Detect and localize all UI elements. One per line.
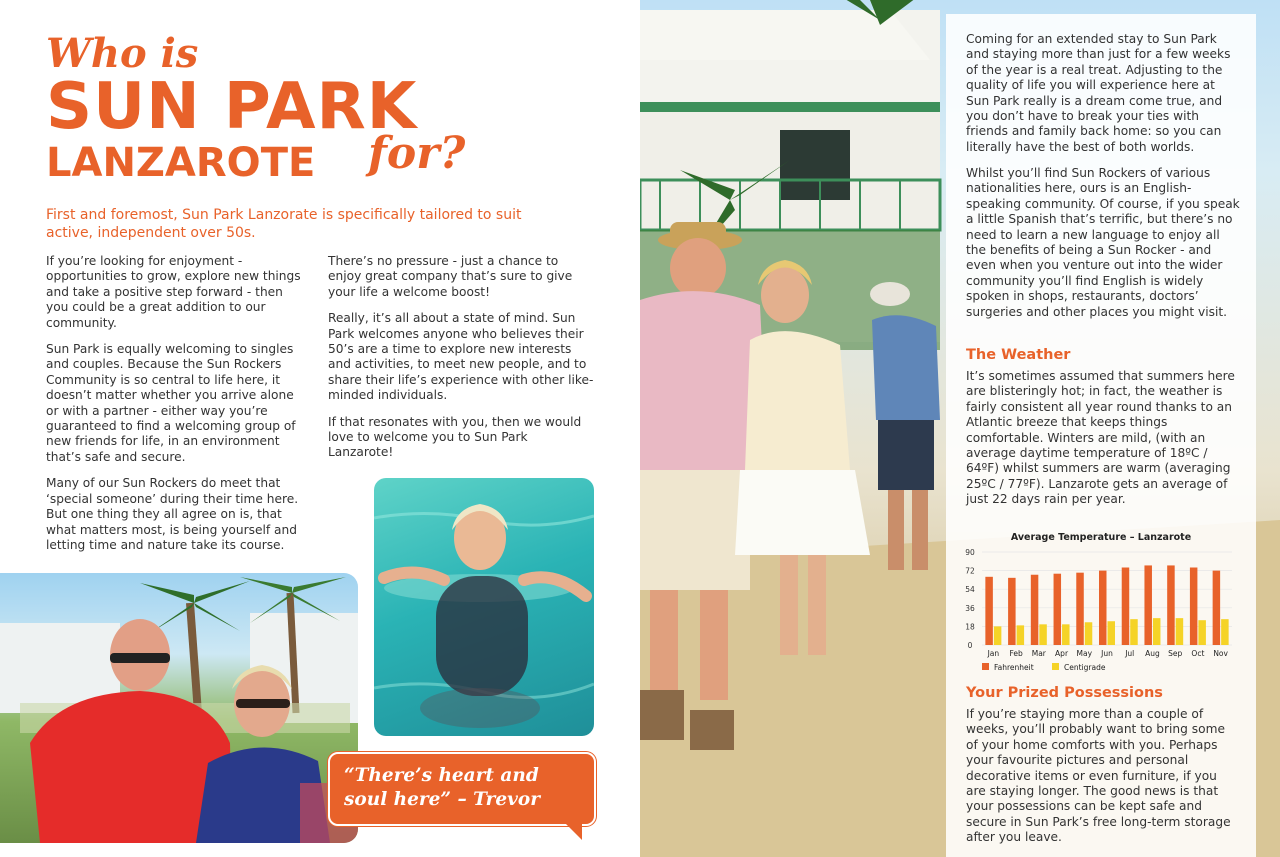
chart-x-tick-label: Feb <box>1009 649 1023 658</box>
quote-bubble-tail <box>560 818 582 840</box>
chart-bar-centigrade <box>1039 624 1047 645</box>
chart-bar-fahrenheit <box>1076 573 1084 645</box>
right-para-1: Coming for an extended stay to Sun Park and staying more than just for a few weeks of the year is a real treat. Adjusting to the quality of life you will experience here at Sun Park really is a dream come true, and you don’t have to break your ties with friends and family back home: so you can literally have the best of both worlds. <box>966 32 1231 154</box>
quote-text <box>344 764 540 812</box>
chart-bar-centigrade <box>1221 619 1229 645</box>
legend-swatch-fahrenheit <box>982 663 989 670</box>
weather-text: It’s sometimes assumed that summers here are blisteringly hot; in fact, the weather is fairly consistent all year round thanks to an Atlantic breeze that keeps things comfortable. Winters are mild, (with an average daytime temperature of 18ºC / 64ºF) whilst summers are warm (averaging 25ºC / 77ºF). Lanzarote gets an average of just 22 days rain per year. <box>966 369 1235 507</box>
photo-couple <box>0 573 358 843</box>
title-sun-park: SUN PARK <box>46 70 418 144</box>
quote-line-2: soul here” – Trevor <box>344 789 540 810</box>
col2-para-2: Really, it’s all about a state of mind. Sun Park welcomes anyone who believes their 50’s are a time to explore new interests and activities, to meet new people, and to share their life’s experience with other like-minded individuals. <box>328 311 594 403</box>
chart-bar-fahrenheit <box>1167 565 1175 645</box>
chart-bar-fahrenheit <box>1190 568 1198 646</box>
intro-text: First and foremost, Sun Park Lanzorate is specifically tailored to suit active, independent over 50s. <box>46 207 522 241</box>
chart-x-tick-label: Oct <box>1191 649 1205 658</box>
col2-para-1: There’s no pressure - just a chance to enjoy great company that’s sure to give your life a welcome boost! <box>328 254 573 299</box>
chart-bar-centigrade <box>1108 621 1116 645</box>
column-1 <box>46 254 306 564</box>
chart-bar-fahrenheit <box>1008 578 1016 645</box>
title-who-is: Who is <box>46 30 199 77</box>
title-lanzarote: LANZAROTE <box>46 140 316 186</box>
chart-y-tick-label: 18 <box>965 622 975 632</box>
right-para-2: Whilst you’ll find Sun Rockers of various nationalities here, ours is an English-speaking community. Of course, if you speak a little Spanish that’s terrific, but there’s no need to learn a new language to enjoy all the benefits of being a Sun Rocker - and even when you venture out into the wider community you’ll find English is widely spoken in shops, restaurants, doctors’ surgeries and other places you might visit. <box>966 166 1240 319</box>
weather-heading: The Weather <box>966 347 1071 363</box>
chart-bar-centigrade <box>1062 624 1070 645</box>
legend-swatch-centigrade <box>1052 663 1059 670</box>
chart-y-tick-label: 72 <box>965 566 975 576</box>
col1-para-1: If you’re looking for enjoyment - opportunities to grow, explore new things and take a positive step forward - then you could be a great addition to our community. <box>46 254 301 330</box>
chart-bar-centigrade <box>1153 618 1161 645</box>
chart-y-tick-label: 0 <box>967 641 973 650</box>
chart-bar-fahrenheit <box>1054 574 1062 645</box>
chart-title: Average Temperature – Lanzarote <box>1010 532 1192 543</box>
chart-y-tick-label: 90 <box>965 548 975 557</box>
chart-bar-centigrade <box>1130 619 1138 645</box>
chart-bar-centigrade <box>1085 622 1093 645</box>
quote-bubble <box>328 752 596 826</box>
chart-x-tick-label: Sep <box>1168 649 1183 658</box>
chart-x-tick-label: Jun <box>1101 649 1113 658</box>
chart-bar-centigrade <box>1198 620 1206 645</box>
col1-para-2: Sun Park is equally welcoming to singles and couples. Because the Sun Rockers Community is so central to life here, it doesn’t matter whether you arrive alone or with a partner - either way you’re guaranteed to find a welcoming group of new friends for life, in an environment that’s safe and secure. <box>46 342 296 464</box>
legend-label-fahrenheit: Fahrenheit <box>994 663 1034 672</box>
chart-x-tick-label: Jul <box>1125 649 1135 658</box>
chart-x-tick-label: Jan <box>987 649 1000 658</box>
temperature-chart-svg <box>960 528 1250 678</box>
chart-x-tick-label: Nov <box>1213 649 1228 658</box>
chart-x-tick-label: Aug <box>1145 649 1160 658</box>
possessions-heading: Your Prized Possessions <box>966 685 1163 701</box>
chart-bar-fahrenheit <box>1031 575 1039 645</box>
chart-bar-fahrenheit <box>1099 571 1107 645</box>
chart-x-tick-label: Apr <box>1055 649 1069 658</box>
quote-line-1: “There’s heart and <box>344 765 539 786</box>
chart-bar-fahrenheit <box>1144 565 1152 645</box>
temperature-chart <box>960 528 1250 678</box>
chart-x-tick-label: Mar <box>1031 649 1046 658</box>
column-2 <box>328 254 594 472</box>
col2-para-3: If that resonates with you, then we would love to welcome you to Sun Park Lanzarote! <box>328 414 582 460</box>
chart-bar-fahrenheit <box>1213 571 1221 645</box>
photo-woman-in-pool <box>374 478 594 736</box>
chart-bar-centigrade <box>994 626 1002 645</box>
chart-bar-fahrenheit <box>1122 568 1130 646</box>
legend-label-centigrade: Centigrade <box>1064 663 1106 672</box>
chart-x-tick-label: May <box>1076 649 1093 658</box>
col1-para-3: Many of our Sun Rockers do meet that ‘special someone’ during their time here. But one thing they all agree on is, that what matters most, is being yourself and letting time and nature take its course. <box>46 476 299 552</box>
possessions-text: If you’re staying more than a couple of weeks, you’ll probably want to bring some of your home comforts with you. Perhaps your favourite pictures and personal decorative items or even furniture, if you are staying longer. The good news is that your possessions can be kept safe and secure in Sun Park’s free long-term storage after you leave. <box>966 707 1231 845</box>
chart-y-tick-label: 36 <box>965 603 975 613</box>
chart-bar-centigrade <box>1176 618 1184 645</box>
chart-bar-centigrade <box>1017 625 1025 645</box>
chart-bar-fahrenheit <box>985 577 993 645</box>
chart-y-tick-label: 54 <box>965 585 975 595</box>
title-for: for? <box>368 128 466 179</box>
